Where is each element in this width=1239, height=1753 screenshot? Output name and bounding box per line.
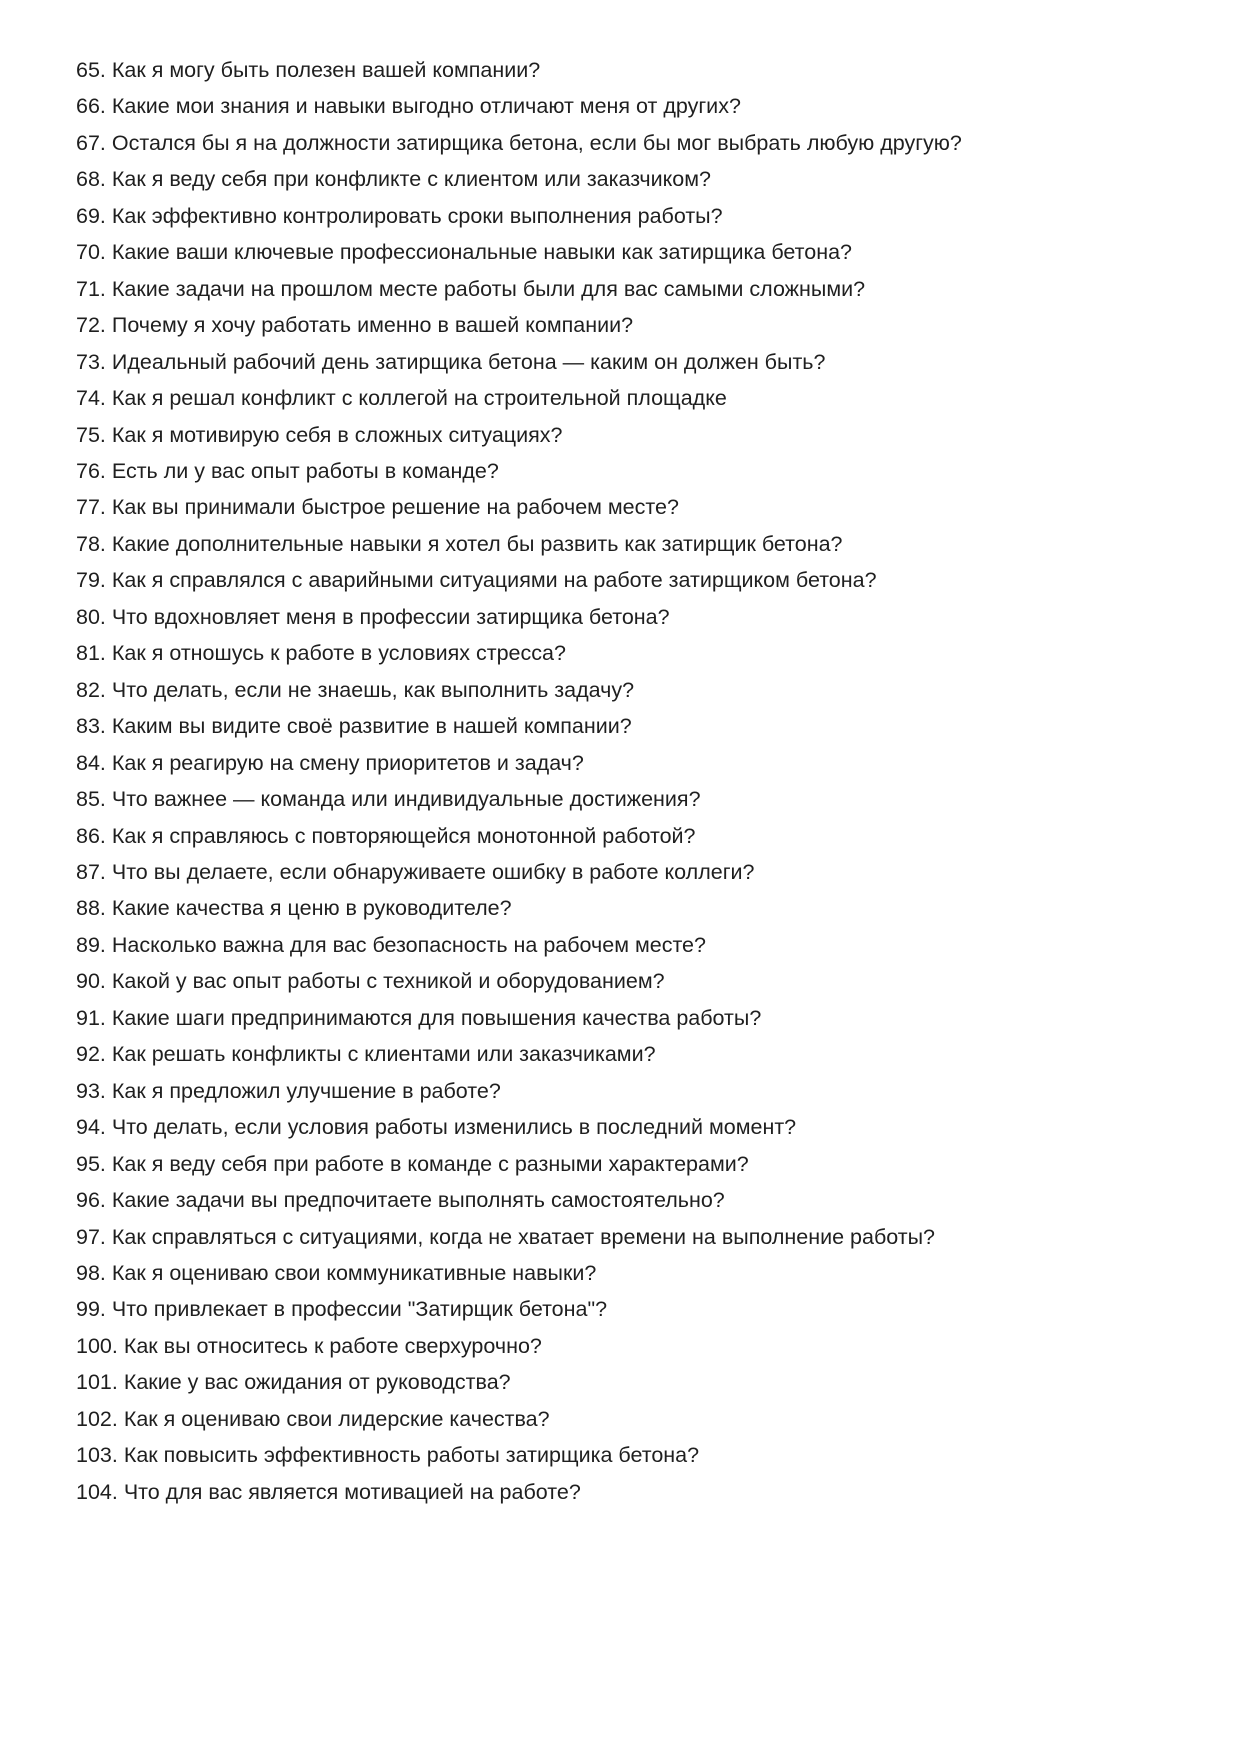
list-item: 78. Какие дополнительные навыки я хотел бы развить как затирщик бетона? <box>76 531 843 556</box>
list-item: 68. Как я веду себя при конфликте с клиентом или заказчиком? <box>76 167 711 192</box>
list-item: 71. Какие задачи на прошлом месте работы были для вас самыми сложными? <box>76 276 866 301</box>
list-item: 98. Как я оцениваю свои коммуникативные навыки? <box>76 1260 597 1285</box>
list-item: 93. Как я предложил улучшение в работе? <box>76 1078 501 1103</box>
list-item: 81. Как я отношусь к работе в условиях стресса? <box>76 641 566 666</box>
list-item: 80. Что вдохновляет меня в профессии затирщика бетона? <box>76 604 670 629</box>
list-item: 90. Какой у вас опыт работы с техникой и оборудованием? <box>76 969 665 994</box>
list-item: 65. Как я могу быть полезен вашей компании? <box>76 58 541 82</box>
list-item: 69. Как эффективно контролировать сроки выполнения работы? <box>76 203 723 228</box>
list-item: 101. Какие у вас ожидания от руководства? <box>76 1370 511 1395</box>
list-item: 102. Как я оцениваю свои лидерские качества? <box>76 1406 550 1431</box>
list-item: 99. Что привлекает в профессии "Затирщик бетона"? <box>76 1297 608 1322</box>
list-item: 85. Что важнее — команда или индивидуальные достижения? <box>76 787 701 812</box>
list-item: 74. Как я решал конфликт с коллегой на строительной площадке <box>76 386 727 411</box>
list-item: 103. Как повысить эффективность работы затирщика бетона? <box>76 1443 700 1468</box>
list-item: 97. Как справляться с ситуациями, когда не хватает времени на выполнение работы? <box>76 1224 936 1249</box>
list-item: 96. Какие задачи вы предпочитаете выполнять самостоятельно? <box>76 1188 725 1213</box>
list-item: 75. Как я мотивирую себя в сложных ситуациях? <box>76 422 563 447</box>
list-item: 92. Как решать конфликты с клиентами или заказчиками? <box>76 1042 656 1067</box>
list-item: 67. Остался бы я на должности затирщика бетона, если бы мог выбрать любую другую? <box>76 130 962 155</box>
list-item: 83. Каким вы видите своё развитие в нашей компании? <box>76 714 632 739</box>
list-item: 94. Что делать, если условия работы изменились в последний момент? <box>76 1115 797 1140</box>
list-item: 76. Есть ли у вас опыт работы в команде? <box>76 458 499 483</box>
list-item: 89. Насколько важна для вас безопасность на рабочем месте? <box>76 932 706 957</box>
list-item: 91. Какие шаги предпринимаются для повышения качества работы? <box>76 1005 762 1030</box>
list-item: 73. Идеальный рабочий день затирщика бетона — каким он должен быть? <box>76 349 826 374</box>
list-item: 82. Что делать, если не знаешь, как выполнить задачу? <box>76 677 635 702</box>
list-item: 66. Какие мои знания и навыки выгодно отличают меня от других? <box>76 94 741 119</box>
list-item: 84. Как я реагирую на смену приоритетов и задач? <box>76 750 584 775</box>
list-item: 87. Что вы делаете, если обнаруживаете ошибку в работе коллеги? <box>76 859 755 884</box>
list-item: 72. Почему я хочу работать именно в вашей компании? <box>76 313 634 338</box>
question-list <box>76 52 1189 1510</box>
list-item: 104. Что для вас является мотивацией на работе? <box>76 1479 581 1504</box>
list-item: 95. Как я веду себя при работе в команде с разными характерами? <box>76 1151 749 1176</box>
list-item: 79. Как я справлялся с аварийными ситуациями на работе затирщиком бетона? <box>76 568 877 593</box>
list-item: 77. Как вы принимали быстрое решение на рабочем месте? <box>76 495 679 520</box>
list-item: 88. Какие качества я ценю в руководителе? <box>76 896 512 921</box>
list-item: 100. Как вы относитесь к работе сверхурочно? <box>76 1333 542 1358</box>
list-item: 86. Как я справляюсь с повторяющейся монотонной работой? <box>76 823 696 848</box>
list-item: 70. Какие ваши ключевые профессиональные навыки как затирщика бетона? <box>76 240 853 265</box>
